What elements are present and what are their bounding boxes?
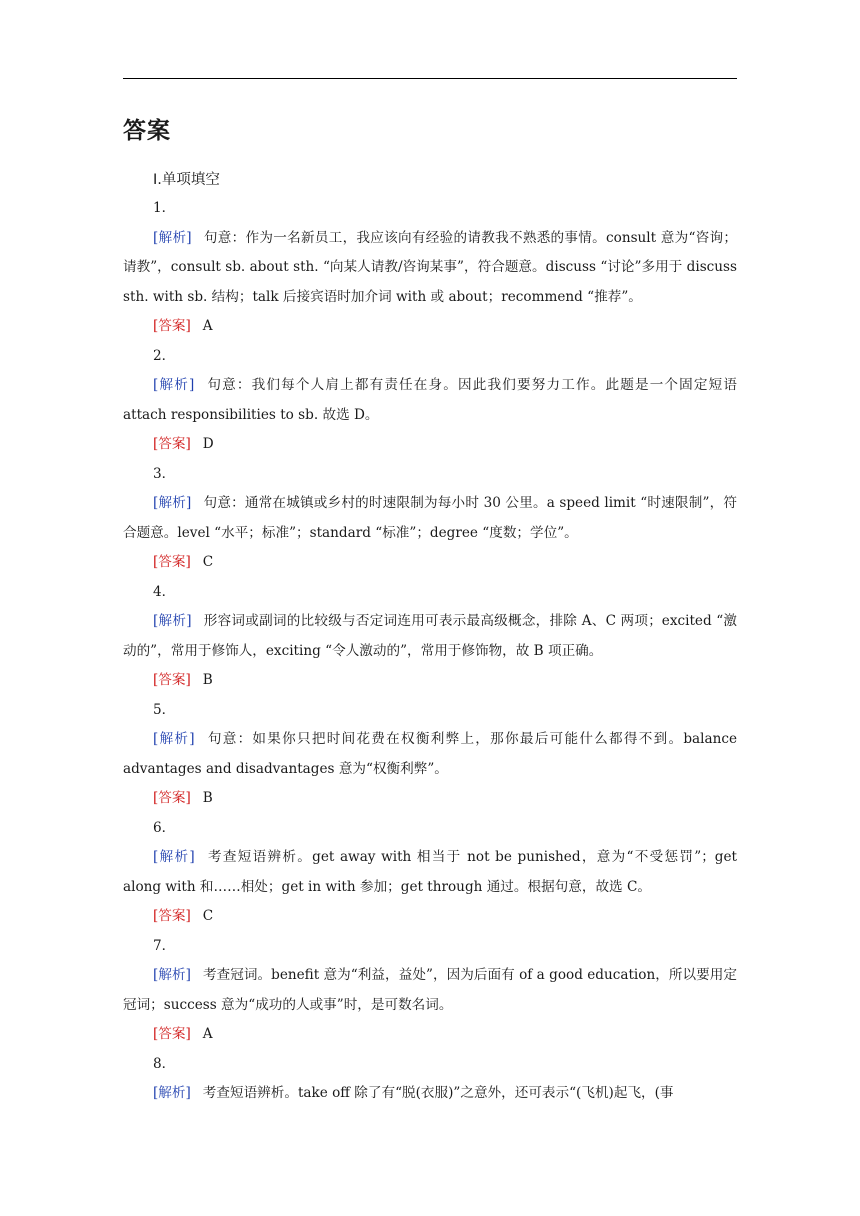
answer-tag: [答案]: [153, 672, 191, 688]
item-number: 4．: [153, 583, 176, 600]
analysis-tag: [解析]: [153, 849, 195, 865]
answer-line: [123, 548, 737, 578]
answer-value: C: [202, 554, 214, 570]
analysis-text: 句意：如果你只把时间花费在权衡利弊上，那你最后可能什么都得不到。balance advantages and disadvantages 意为“权衡利弊”。: [123, 731, 737, 777]
item-number: 2．: [153, 347, 176, 364]
answer-line: [123, 312, 737, 342]
analysis-tag: [解析]: [153, 1085, 191, 1101]
analysis-tag: [解析]: [153, 967, 191, 983]
analysis-paragraph: [123, 961, 737, 1020]
answer-value: A: [202, 318, 213, 334]
answer-line: [123, 430, 737, 460]
analysis-tag: [解析]: [153, 731, 195, 747]
analysis-paragraph: [123, 607, 737, 666]
answer-line: [123, 902, 737, 932]
answer-value: C: [202, 908, 214, 924]
analysis-paragraph: [123, 371, 737, 430]
answer-value: D: [202, 436, 214, 452]
analysis-text: 句意：我们每个人肩上都有责任在身。因此我们要努力工作。此题是一个固定短语 attach responsibilities to sb. 故选 D。: [123, 377, 738, 423]
section-heading: Ⅰ.单项填空: [153, 172, 220, 188]
analysis-text: 考查短语辨析。get away with 相当于 not be punished，意为“不受惩罚”；get along with 和……相处；get in with 参加；get through 通过。根据句意，故选 C。: [123, 849, 738, 895]
item-number: 7．: [153, 937, 176, 954]
page-title: 答案: [123, 118, 171, 144]
answer-tag: [答案]: [153, 1026, 191, 1042]
item-number: 1．: [153, 200, 176, 216]
top-rule: [123, 78, 737, 79]
answer-line: [123, 666, 737, 696]
answer-value: B: [202, 672, 213, 688]
analysis-tag: [解析]: [153, 613, 192, 629]
analysis-tag: [解析]: [153, 229, 192, 246]
analysis-text: 句意：作为一名新员工，我应该向有经验的请教我不熟悉的事情。consult 意为“咨询；请教”，consult sb. about sth. “向某人请教/咨询某事”，符合题意。discuss “讨论”多用于 discuss sth. with sb. 结构；talk 后接宾语时加介词 with 或 about；recommend “推荐”。: [123, 229, 737, 305]
analysis-text: 形容词或副词的比较级与否定词连用可表示最高级概念，排除 A、C 两项；excited “激动的”，常用于修饰人，exciting “令人激动的”，常用于修饰物，故 B 项正确。: [123, 613, 738, 659]
analysis-text: 考查冠词。benefit 意为“利益，益处”，因为后面有 of a good education，所以要用定冠词；success 意为“成功的人或事”时，是可数名词。: [123, 967, 738, 1013]
answer-tag: [答案]: [153, 554, 191, 570]
answer-tag: [答案]: [153, 908, 191, 924]
answer-line: [123, 1020, 737, 1050]
analysis-paragraph: [123, 725, 737, 784]
analysis-text: 考查短语辨析。take off 除了有“脱(衣服)”之意外，还可表示“(飞机)起飞，(事: [202, 1085, 674, 1101]
answer-tag: [答案]: [153, 318, 191, 334]
answer-tag: [答案]: [153, 436, 191, 452]
answer-value: B: [202, 790, 213, 806]
analysis-paragraph: [123, 843, 737, 902]
answer-value: A: [202, 1026, 213, 1042]
analysis-tag: [解析]: [153, 495, 192, 511]
analysis-paragraph: [123, 489, 737, 548]
analysis-tag: [解析]: [153, 377, 195, 393]
item-number: 6．: [153, 819, 176, 836]
analysis-paragraph: [123, 1079, 737, 1109]
analysis-paragraph: [123, 224, 737, 313]
item-number: 5．: [153, 701, 176, 718]
answer-line: [123, 784, 737, 814]
item-number: 3．: [153, 465, 176, 482]
item-number: 8．: [153, 1055, 176, 1072]
answer-tag: [答案]: [153, 790, 191, 806]
analysis-text: 句意：通常在城镇或乡村的时速限制为每小时 30 公里。a speed limit “时速限制”，符合题意。level “水平；标准”；standard “标准”；degree “度数；学位”。: [123, 495, 737, 541]
answer-list: [123, 194, 737, 1109]
